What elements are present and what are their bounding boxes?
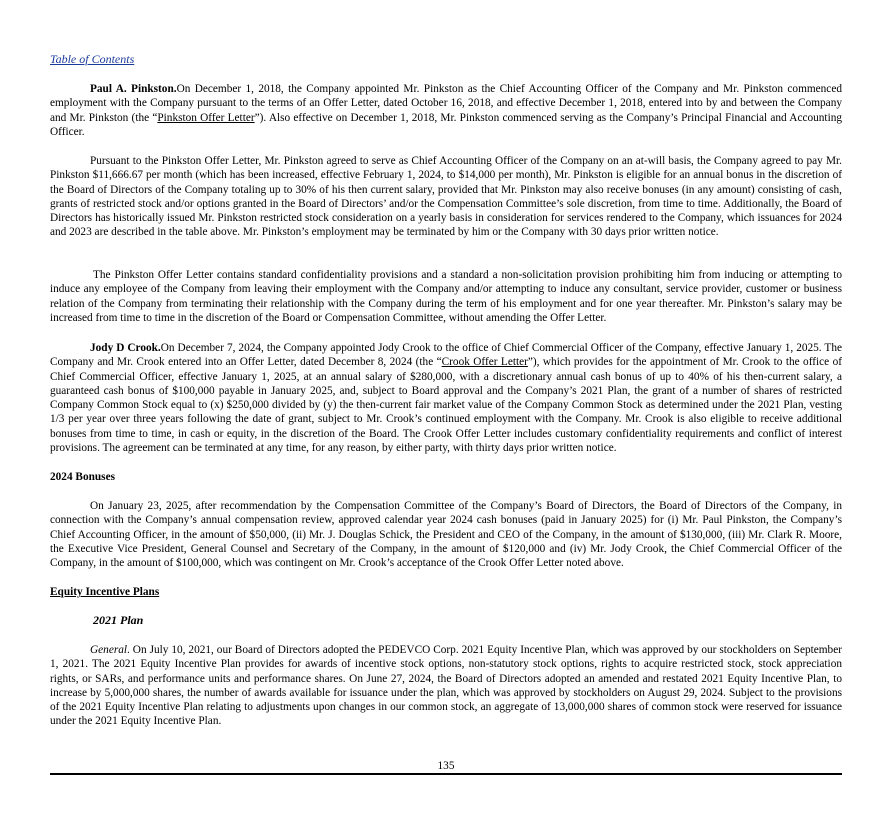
equity-incentive-plans-heading: Equity Incentive Plans xyxy=(50,586,160,598)
p1-text-b: ”). Also effective on December 1, 2018, Mr. Pinkston commenced serving as the Company’s Principal Financial and Accounting Officer. xyxy=(50,111,843,138)
bonuses-paragraph: On January 23, 2025, after recommendation by the Compensation Committee of the Company’s Board of Directors, the Board of Directors of the Company, in connection with the Company’s annual compensation review, approved calendar year 2024 cash bonuses (paid in January 2025) for (i) Mr. Paul Pinkston, the Company’s Chief Accounting Officer, in the amount of $50,000, (ii) Mr. J. Douglas Schick, the President and CEO of the Company, in the amount of $130,000, (iii) Mr. Clark R. Moore, the Executive Vice President, General Counsel and Secretary of the Company, in the amount of $120,000 and (iv) Mr. Jody Crook, the Chief Commercial Officer of the Company, in the amount of $100,000, which was contingent on Mr. Crook’s acceptance of the Crook Offer Letter noted above. xyxy=(50,500,842,570)
pinkston-offer-letter-term: Pinkston Offer Letter xyxy=(157,111,255,124)
pinkston-confidentiality-paragraph: The Pinkston Offer Letter contains standard confidentiality provisions and a standard a non-solicitation provision prohibiting him from inducing or attempting to induce any employee of the Company from leaving their employment with the Company and/or attempting to induce any consultant, service provider, customer or business relation of the Company from terminating their relationship with the Company during the term of his employment and for one year thereafter. Mr. Pinkston’s salary may be increased from time to time in the discretion of the Board or Compensation Committee, without amending the Offer Letter. xyxy=(50,269,842,324)
pinkston-appointment-paragraph xyxy=(50,82,842,139)
plan-2021-heading: 2021 Plan xyxy=(93,613,144,627)
table-of-contents-link[interactable]: Table of Contents xyxy=(50,52,135,66)
pinkston-compensation-paragraph: Pursuant to the Pinkston Offer Letter, Mr. Pinkston agreed to serve as Chief Accounting Officer of the Company on an at-will basis, the Company agreed to pay Mr. Pinkston $11,666.67 per month (which has been increased, effective February 1, 2024, to $14,000 per month), Mr. Pinkston is eligible for an annual bonus in the discretion of the Board of Directors of the Company totaling up to 30% of his then current salary, provided that Mr. Pinkston may also receive bonuses (in any amount) consisting of cash, grants of restricted stock and/or options granted in the Board of Directors’ and/or the Compensation Committee’s sole discretion, from time to time. Additionally, the Board of Directors has historically issued Mr. Pinkston restricted stock consideration on a yearly basis in consideration for services rendered to the Company, which issuances for 2024 and 2023 are described in the table above. Mr. Pinkston’s employment may be terminated by him or the Company with 30 days prior written notice. xyxy=(50,155,842,239)
p1-text-a: On December 1, 2018, the Company appointed Mr. Pinkston as the Chief Accounting Officer of the Company and Mr. Pinkston commenced employment with the Company pursuant to the terms of an Offer Letter, dated October 16, 2018, and effective December 1, 2018, entered into by and between the Company and Mr. Pinkston (the “ xyxy=(50,83,842,124)
p4-text-a: On December 7, 2024, the Company appointed Jody Crook to the office of Chief Commercial Officer of the Company, effective January 1, 2025. The Company and Mr. Crook entered into an Offer Letter, dated December 8, 2024 (the “ xyxy=(50,342,842,369)
crook-offer-letter-term: Crook Offer Letter xyxy=(441,356,528,369)
plan-2021-general-paragraph xyxy=(50,643,842,729)
crook-name-heading: Jody D Crook. xyxy=(90,342,161,354)
crook-appointment-paragraph xyxy=(50,341,842,455)
general-lead: General xyxy=(90,644,128,656)
pinkston-name-heading: Paul A. Pinkston. xyxy=(90,83,177,95)
page-number: 135 xyxy=(437,760,455,772)
footer-rule xyxy=(50,773,842,775)
p4-text-b: ”), which provides for the appointment of Mr. Crook to the office of Chief Commercial Officer, effective January 1, 2025, at an annual salary of $280,000, with a discretionary annual cash bonus of up to 40% of his then-current salary, a guaranteed cash bonus of $100,000 payable in January 2025, and, subject to Board approval and the Company’s 2021 Plan, the grant of a number of shares of restricted Company Common Stock equal to (x) $250,000 divided by (y) the then-current fair market value of the Company Common Stock as determined under the 2021 Plan, vesting 1/3 per year over three years following the date of grant, subject to Mr. Crook’s continued employment with the Company. Mr. Crook is also eligible to receive additional bonuses from time to time, in cash or equity, in the discretion of the Board. The Crook Offer Letter includes customary confidentiality requirements and conflict of interest provisions. The agreement can be terminated at any time, for any reason, by either party, with thirty days prior written notice. xyxy=(50,356,842,455)
bonuses-heading: 2024 Bonuses xyxy=(50,471,115,483)
p6-text: . On July 10, 2021, our Board of Directors adopted the PEDEVCO Corp. 2021 Equity Incentive Plan, which was approved by our stockholders on September 1, 2021. The 2021 Equity Incentive Plan provides for awards of incentive stock options, non-statutory stock options, rights to acquire restricted stock, stock appreciation rights, or SARs, and performance units and performance shares. On June 27, 2024, the Board of Directors adopted an amended and restated 2021 Equity Incentive Plan, to increase by 5,000,000 shares, the number of awards available for issuance under the plan, which was approved by stockholders on August 29, 2024. Subject to the provisions of the 2021 Equity Incentive Plan relating to adjustments upon changes in our common stock, an aggregate of 13,000,000 shares of common stock were reserved for issuance under the 2021 Equity Incentive Plan. xyxy=(50,644,842,728)
